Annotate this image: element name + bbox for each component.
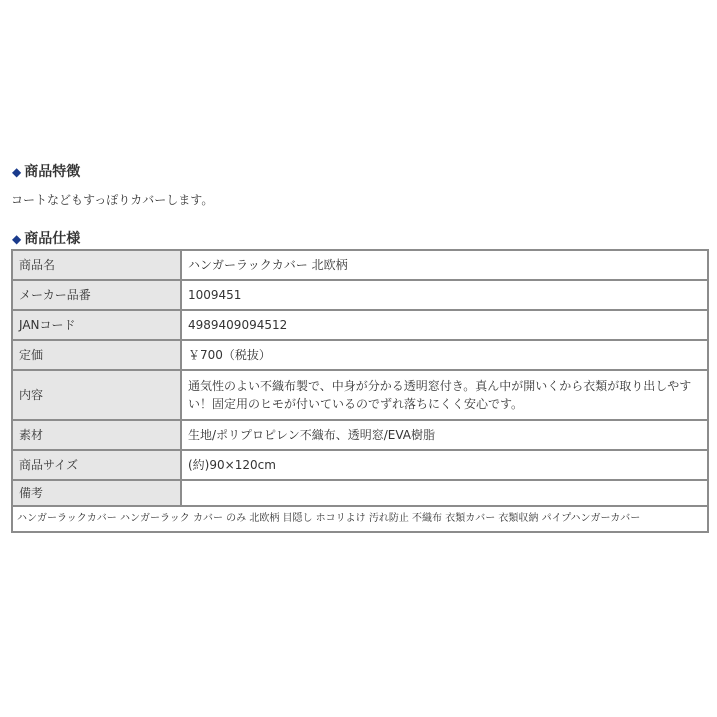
- diamond-icon: ◆: [12, 165, 22, 179]
- table-row: [12, 310, 708, 340]
- spec-label: メーカー品番: [12, 280, 181, 310]
- spec-label: 素材: [12, 420, 181, 450]
- specs-heading: [12, 230, 80, 248]
- spec-value: (約)90×120cm: [181, 450, 708, 480]
- table-row: [12, 480, 708, 506]
- spec-label: 商品サイズ: [12, 450, 181, 480]
- specs-title: 商品仕様: [24, 231, 81, 247]
- spec-value: [181, 480, 708, 506]
- features-description: コートなどもすっぽりカバーします。: [11, 193, 214, 207]
- spec-table: [11, 249, 709, 533]
- spec-value: 4989409094512: [181, 310, 708, 340]
- spec-value: 1009451: [181, 280, 708, 310]
- spec-label: 商品名: [12, 250, 181, 280]
- table-row: [12, 340, 708, 370]
- features-title: 商品特徴: [24, 164, 81, 180]
- keywords-cell: ハンガーラックカバー ハンガーラック カバー のみ 北欧柄 目隠し ホコリよけ 汚れ防止 不織布 衣類カバー 衣類収納 パイプハンガーカバー: [12, 506, 708, 532]
- features-heading: [12, 163, 80, 181]
- spec-value: 生地/ポリプロピレン不織布、透明窓/EVA樹脂: [181, 420, 708, 450]
- table-row: [12, 420, 708, 450]
- spec-label: 定価: [12, 340, 181, 370]
- spec-label: 内容: [12, 370, 181, 420]
- spec-value: ￥700（税抜）: [181, 340, 708, 370]
- table-row: [12, 506, 708, 532]
- spec-label: 備考: [12, 480, 181, 506]
- spec-label: JANコード: [12, 310, 181, 340]
- table-row: [12, 370, 708, 420]
- spec-value: 通気性のよい不織布製で、中身が分かる透明窓付き。真ん中が開いくから衣類が取り出しやすい！固定用のヒモが付いているのでずれ落ちにくく安心です。: [181, 370, 708, 420]
- table-row: [12, 280, 708, 310]
- table-row: [12, 250, 708, 280]
- table-row: [12, 450, 708, 480]
- spec-value: ハンガーラックカバー 北欧柄: [181, 250, 708, 280]
- diamond-icon: ◆: [12, 232, 22, 246]
